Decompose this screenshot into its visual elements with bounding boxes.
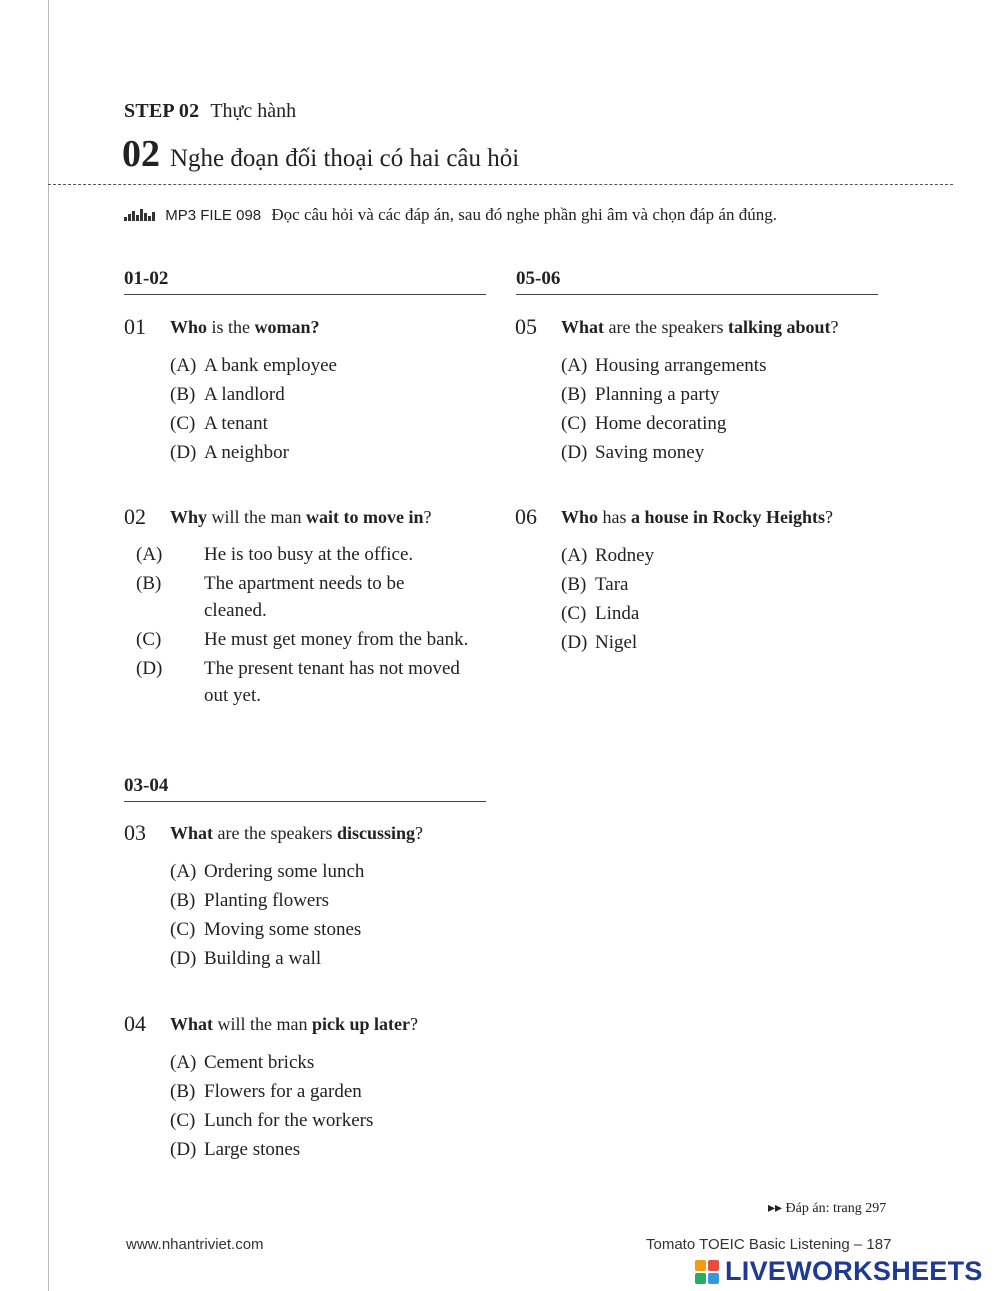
question-word: will the man: [207, 507, 306, 527]
question-text: [561, 317, 839, 338]
question-keyword: What: [170, 1014, 214, 1034]
option-text: Flowers for a garden: [204, 1081, 362, 1102]
options-list: [561, 351, 766, 467]
option-letter: (D): [170, 1139, 197, 1160]
options-list: [136, 541, 470, 711]
option-text: Ordering some lunch: [204, 861, 365, 882]
question-word: ?: [423, 507, 432, 527]
question-number: 06: [515, 504, 537, 529]
group-header-01-02: 01-02: [124, 268, 169, 289]
step-label: STEP 02: [124, 100, 200, 122]
question-keyword: talking about: [727, 317, 831, 337]
options-list: [170, 351, 337, 467]
instruction-line: [124, 205, 777, 226]
option-text: Planting flowers: [204, 890, 330, 911]
option-text: Tara: [595, 574, 629, 595]
option-b: [561, 380, 766, 409]
step-heading: [124, 100, 296, 123]
option-c: [170, 409, 337, 438]
option-text: Planning a party: [595, 384, 720, 405]
option-letter: (C): [136, 629, 162, 650]
answer-reference: ▸▸ Đáp án: trang 297: [768, 1201, 887, 1216]
option-b: [170, 380, 337, 409]
option-d: [170, 438, 337, 467]
book-page-label: Tomato TOEIC Basic Listening – 187: [646, 1236, 892, 1253]
option-b: [170, 1077, 373, 1106]
instruction-text: Đọc câu hỏi và các đáp án, sau đó nghe phần ghi âm và chọn đáp án đúng.: [271, 205, 777, 224]
option-letter: (D): [170, 442, 197, 463]
option-d: [561, 628, 654, 657]
dashed-divider: [48, 184, 953, 185]
group-header-05-06: 05-06: [516, 268, 561, 289]
option-letter: (B): [561, 574, 587, 595]
option-text: He must get money from the bank.: [204, 629, 469, 650]
option-letter: (A): [170, 355, 197, 376]
option-letter: (C): [170, 919, 196, 940]
option-letter: (B): [170, 384, 196, 405]
option-letter: (C): [170, 413, 196, 434]
option-text: Lunch for the workers: [204, 1110, 374, 1131]
question-keyword: wait to move in: [306, 507, 424, 527]
option-b: [170, 886, 364, 915]
group-rule-03-04: [124, 801, 486, 802]
audio-bars-icon: [124, 206, 156, 226]
option-letter: (A): [170, 1052, 197, 1073]
option-letter: (C): [170, 1110, 196, 1131]
option-letter: (D): [170, 948, 197, 969]
question-number: 04: [124, 1011, 146, 1036]
option-letter: (D): [561, 632, 588, 653]
option-text: Housing arrangements: [595, 355, 767, 376]
page-title: [122, 132, 519, 176]
option-text: A neighbor: [204, 442, 289, 463]
question-word: ?: [410, 1014, 419, 1034]
option-text: Moving some stones: [204, 919, 362, 940]
option-letter: (D): [561, 442, 588, 463]
question-word: are the speakers: [604, 317, 728, 337]
option-text: Linda: [595, 603, 640, 624]
question-keyword: What: [561, 317, 605, 337]
options-list: [561, 541, 654, 657]
question-word: will the man: [213, 1014, 312, 1034]
question-text: [170, 823, 423, 844]
option-c: [170, 915, 364, 944]
question-word: ?: [830, 317, 839, 337]
option-d: [170, 944, 364, 973]
option-letter: (B): [170, 1081, 196, 1102]
option-text: Saving money: [595, 442, 705, 463]
option-text: Home decorating: [595, 413, 727, 434]
question-keyword: Who: [561, 507, 599, 527]
option-c: [561, 409, 766, 438]
option-letter: (B): [561, 384, 587, 405]
option-letter: (D): [136, 658, 163, 679]
option-text: Building a wall: [204, 948, 322, 969]
options-list: [170, 1048, 373, 1164]
option-a: [170, 1048, 373, 1077]
mp3-file-label: MP3 FILE 098: [165, 207, 262, 224]
option-a: [170, 351, 337, 380]
option-letter: (A): [561, 545, 588, 566]
option-letter: (A): [170, 861, 197, 882]
option-letter: (B): [136, 573, 162, 594]
option-text: Nigel: [595, 632, 638, 653]
option-letter: (A): [136, 544, 163, 565]
option-text: A bank employee: [204, 355, 337, 376]
logo-blocks-icon: [695, 1260, 719, 1284]
title-number: 02: [122, 133, 160, 175]
option-text: A landlord: [204, 384, 285, 405]
question-keyword: What: [170, 823, 214, 843]
question-keyword: a house in Rocky Heights: [631, 507, 826, 527]
option-d: [136, 655, 470, 709]
option-text: Large stones: [204, 1139, 301, 1160]
option-letter: (A): [561, 355, 588, 376]
question-keyword: pick up later: [312, 1014, 411, 1034]
option-d: [170, 1135, 373, 1164]
option-text: The apartment needs to be cleaned.: [204, 573, 405, 621]
option-text: The present tenant has not moved out yet.: [204, 658, 460, 706]
options-list: [170, 857, 364, 973]
option-letter: (B): [170, 890, 196, 911]
option-a: [561, 541, 654, 570]
option-c: [170, 1106, 373, 1135]
website-url: www.nhantriviet.com: [126, 1236, 264, 1253]
question-word: has: [598, 507, 632, 527]
question-word: ?: [415, 823, 423, 843]
option-text: A tenant: [204, 413, 268, 434]
option-text: He is too busy at the office.: [204, 544, 414, 565]
option-b: [136, 570, 470, 624]
question-text: [170, 1014, 418, 1035]
question-keyword: discussing: [336, 823, 415, 843]
option-text: Rodney: [595, 545, 655, 566]
question-number: 03: [124, 820, 146, 845]
question-word: is the: [207, 317, 255, 337]
question-number: 01: [124, 314, 146, 339]
question-word: ?: [825, 507, 834, 527]
question-number: 02: [124, 504, 146, 529]
question-keyword: Why: [170, 507, 208, 527]
question-number: 05: [515, 314, 537, 339]
logo-text: LIVEWORKSHEETS: [725, 1256, 983, 1286]
option-c: [561, 599, 654, 628]
group-rule-05-06: [516, 294, 878, 295]
step-sublabel: Thực hành: [210, 100, 297, 122]
liveworksheets-logo: [695, 1256, 983, 1286]
option-b: [561, 570, 654, 599]
title-text: Nghe đoạn đối thoại có hai câu hỏi: [170, 145, 520, 172]
page-margin-line: [48, 0, 49, 1291]
option-letter: (C): [561, 413, 587, 434]
question-text: [561, 507, 833, 528]
option-letter: (C): [561, 603, 587, 624]
group-header-03-04: 03-04: [124, 775, 169, 796]
question-keyword: Who: [170, 317, 208, 337]
question-keyword: woman?: [254, 317, 320, 337]
question-text: [170, 507, 431, 528]
group-rule-01-02: [124, 294, 486, 295]
option-text: Cement bricks: [204, 1052, 315, 1073]
option-c: [136, 626, 470, 653]
option-d: [561, 438, 766, 467]
question-text: [170, 317, 320, 338]
option-a: [170, 857, 364, 886]
option-a: [136, 541, 470, 568]
option-a: [561, 351, 766, 380]
question-word: are the speakers: [213, 823, 337, 843]
